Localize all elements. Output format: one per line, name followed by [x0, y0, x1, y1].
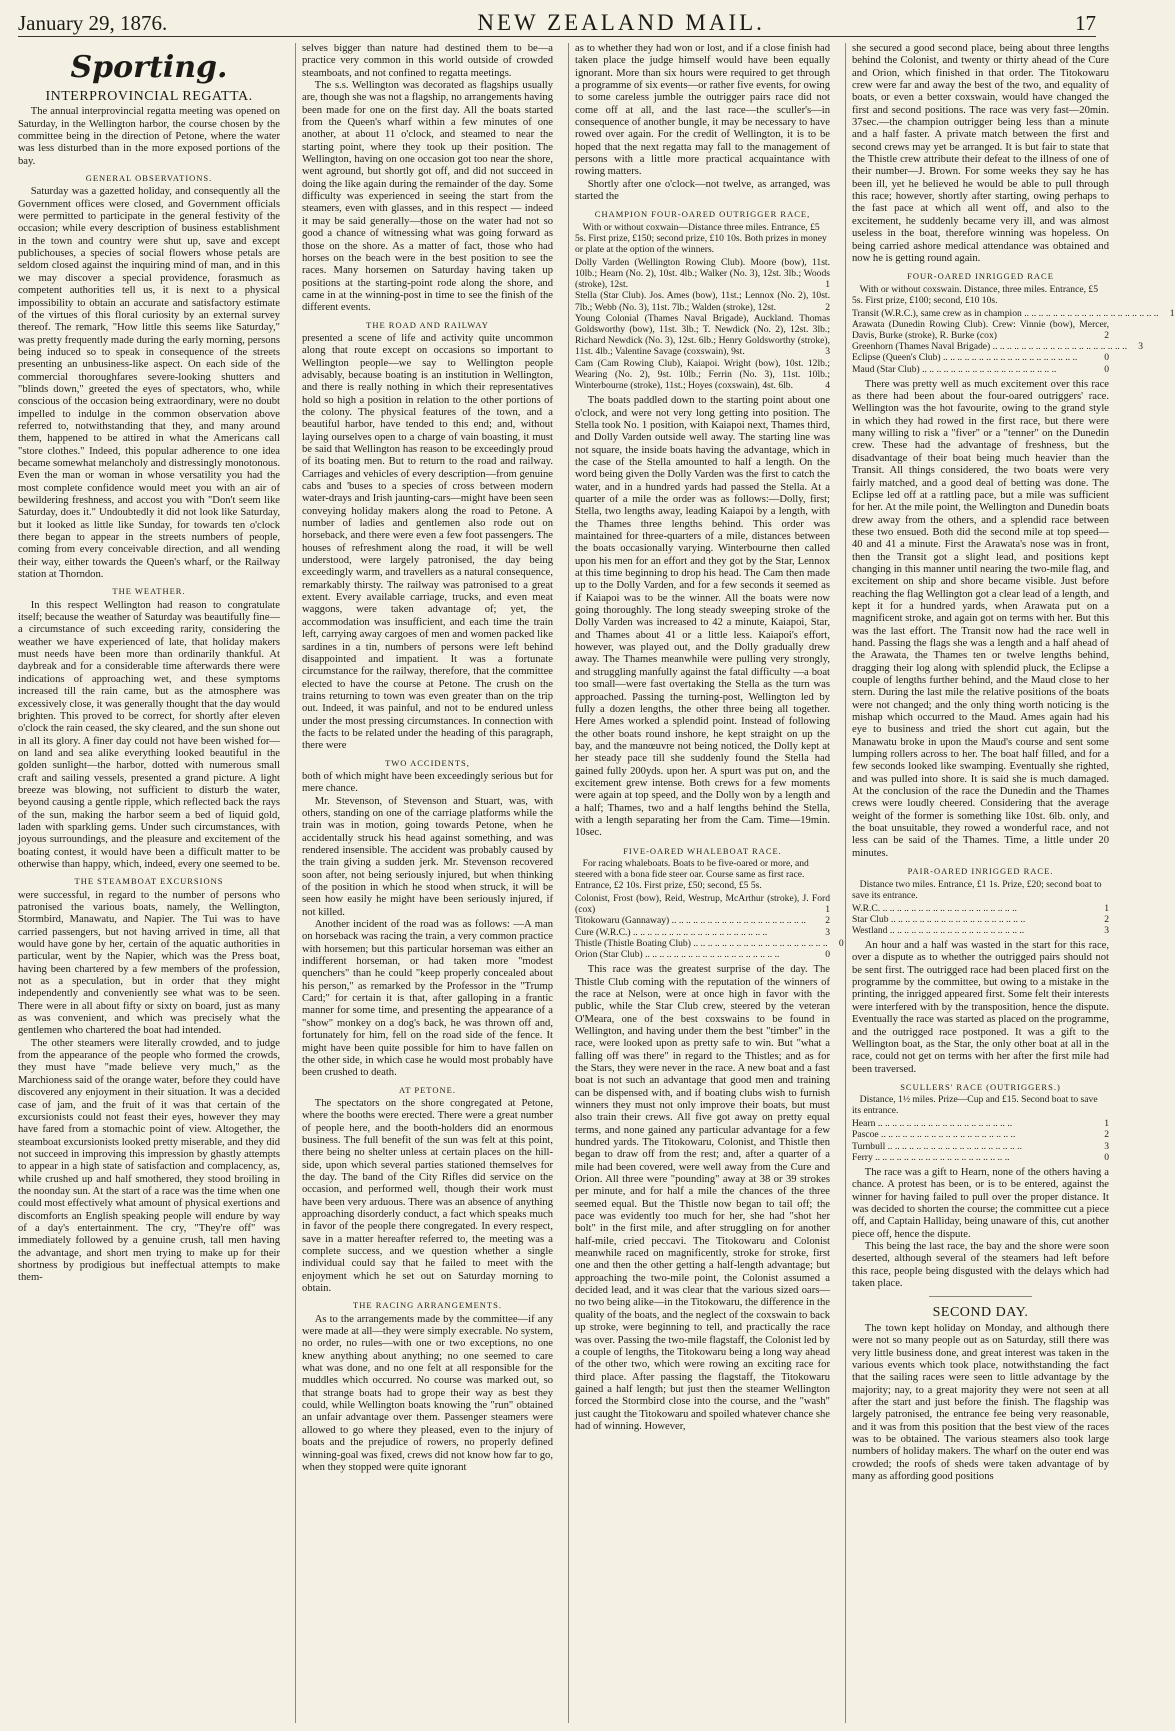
entry-name: Arawata (Dunedin Rowing Club). Crew: Vinnie (bow), Mercer, Davis, Burke (stroke), R. Burke (cox)	[852, 318, 1109, 341]
race-conditions: Distance two miles. Entrance, £1 1s. Prize, £20; second boat to save its entrance.	[852, 878, 1102, 901]
entry-position: 4	[825, 380, 830, 392]
entry-position: 3	[825, 926, 830, 938]
race-entry	[575, 927, 830, 938]
entry-name: Hearn .. ..	[852, 1118, 1093, 1129]
race-entry	[575, 313, 830, 358]
race-entry	[575, 257, 830, 291]
subheading: THE WEATHER.	[112, 586, 186, 597]
entry-name: Ferry .. ..	[852, 1152, 1093, 1163]
subheading: THE ROAD AND RAILWAY	[366, 319, 489, 330]
entry-name: Thistle (Thistle Boating Club) .. ..	[575, 938, 828, 949]
entry-name: Eclipse (Queen's Club) .. ..	[852, 352, 1093, 363]
entry-position: 3	[1104, 1140, 1109, 1152]
entry-name: Greenhorn (Thames Naval Brigade) .. ..	[852, 341, 1127, 352]
race-entry	[575, 358, 830, 392]
entry-name: Turnbull .. ..	[852, 1141, 1093, 1152]
column-2	[295, 43, 553, 1723]
paragraph: There was pretty well as much excitement over this race as there had been about the four-oared outriggers' race. Wellington was the hot favourite, owing to the grand style in which they had rowed in the first race, but there were many willing to risk a "fiver" or a "tenner" on the Dunedin crew. These had the advantage of freshness, but the disadvantage of their boat being much heavier than the Transit. All things considered, the two boats were very fairly matched, and a good deal of betting was done. The Eclipse led off at a rattling pace, but a mile was sufficient for her. At the mile point, the Wellington and Dunedin boats drew away from the others, and a splendid race between these two ensued. Both did the second mile at top speed—40 and 41 a minute. First the Arawata's nose was in front, then the Transit got a slight lead, and positions kept changing in this manner until nearing the two-mile flag, and excitement on ship and shore became visible. Just before reaching the flag Wellington got a clear lead of a length, and kept it for a hundred yards, when Arawata put on a magnificent stroke, and again got on terms with her. But this was the last effort. The Transit now had the race well in hand. Passing the flags she was a length and a half ahead of the Arawata, the Thames ten or twelve lengths behind, dragging their log along with splendid pluck, the Eclipse a couple of lengths further behind, and the Maud close to her stern. During the last mile the relative positions of the boats were not changed; and the only thing worth noticing is the mishap which occurred to the Maud. Ames again had his eye to business and tried the short cut again, but the Manawatu broke in upon the Maud's course and sent some lumping rollers across to her. The boat half filled, and for a few seconds looked like swamping. Eventually she righted, and was pulled into shore. It is said she is much damaged. At the conclusion of the race the Dunedin and the Thames crews were loudly cheered. Considering that the average weight of the former is something like 10st. 6lb. only, and the boat unsuitable, they rowed a wonderful race, and not less can be said of the Thames. Time, a little under 20 minutes.	[852, 378, 1109, 859]
race-entry	[575, 937, 844, 949]
race-title: PAIR-OARED INRIGGED RACE.	[907, 866, 1054, 877]
entry-position: 0	[1104, 363, 1109, 375]
race-entry	[852, 352, 1109, 363]
paragraph: The race was a gift to Hearn, none of the others having a chance. A protest has been, or is to be entered, against the winner for having failed to pull over the proper distance. It was decided to shorten the course; the committee cut a piece off, and Captain Halliday, being unaware of this, cut another piece off, hence the dispute.	[852, 1167, 1109, 1240]
race-entry	[575, 949, 830, 960]
column-1	[18, 43, 280, 1723]
entry-position: 2	[1104, 329, 1109, 341]
column-3	[568, 43, 844, 1723]
race-entry	[852, 1152, 1109, 1163]
race-entry	[852, 307, 1175, 319]
entry-position: 2	[1104, 1129, 1109, 1141]
paragraph: both of which might have been exceedingly serious but for mere chance.	[302, 770, 553, 795]
paragraph: The s.s. Wellington was decorated as flagships usually are, though she was not a flagship, no arrangements having been made for one on the first day. All the boats started from the Queen's wharf within a few minutes of one another, at about 11 o'clock, and steamed to near the starting point, where they took up their position. The Wellington, having on one occasion got too near the shore, went aground, but shortly got off, and did not succeed in doing the like again during the remainder of the day. Some difficulty was experienced in seeing the start from the steamers, even with glasses, and in this respect — indeed it may be said generally—those on the water had not so good a chance of witnessing what was going forward as those on the shore. As a matter of fact, those who had horses on the beach were in the best position to see the races. Many horsemen on Saturday having taken up positions at the starting-point rode along the shore, and came in at the winning-post in time to see the finish of the different events.	[302, 80, 553, 314]
paragraph: as to whether they had won or lost, and if a close finish had taken place the judge himself would have been equally ignorant. More than six hours were required to get through a programme of six events—or rather five events, for owing to some careless jumble the outrigger pairs race did not come off at all, and the last race—the sculler's—in consequence of another bungle, it may be necessary to have rowed over again. For the credit of Wellington, it is to be hoped that the next regatta may fall to the management of persons with a little more practical acquaintance with rowing matters.	[575, 43, 830, 178]
race-conditions: With or without coxwain—Distance three miles. Entrance, £5 5s. First prize, £150; second prize, £10 10s. Both prizes in money or plate at the option of the winners.	[575, 221, 827, 255]
entry-name: Stella (Star Club). Jos. Ames (bow), 11st.; Lennox (No. 2), 10st. 7lb.; Webb (No. 3), 11st. 7lb.; Walden (stroke), 12st.	[575, 290, 830, 313]
entry-position: 1	[1169, 307, 1175, 319]
entry-name: W.R.C. .. ..	[852, 903, 1093, 914]
race-entry	[852, 364, 1109, 375]
entry-name: Cure (W.R.C.) .. ..	[575, 927, 814, 938]
entry-name: Orion (Star Club) .. ..	[575, 949, 814, 960]
page-number: 17	[1075, 11, 1096, 35]
paragraph: Another incident of the road was as follows: —A man on horseback was racing the train, a very common practice with horsemen; but this particular horseman was either an indifferent horseman, or had taken more "modest quenchers" than he could "keep properly concealed about his person," as remarked by the Professor in the "Trump Card;" for certain it is that, after galloping in a frantic manner for some time, and presenting the appearance of a "show" monkey on a dog's back, he was thrown off and, fortunately for him, fell on the road side of the fence. It might have been quite possible for him to have fallen on the other side, in which case he would most probably have been crushed to death.	[302, 919, 553, 1079]
masthead	[18, 10, 1096, 37]
entry-name: Titokowaru (Gannaway) .. ..	[575, 915, 814, 926]
entry-name: Cam (Cam Rowing Club), Kaiapoi. Wright (bow), 10st. 12lb.; Wearing (No. 2), 9st. 10lb.; Ferrin (No. 3), 11st. 10lb.; Winterbourne (stroke), 11st.; Hoyes (coxswain), 4st. 6lb.	[575, 357, 830, 392]
paragraph: Mr. Stevenson, of Stevenson and Stuart, was, with others, standing on one of the carriage platforms while the train was in motion, going towards Petone, when he accidentally struck his head against something, and was rendered insensible. The accident was probably caused by the train giving a sudden jerk. Mr. Stevenson recovered soon after, not being seriously injured, but when thinking of the position in which he stood when struck, it will be seen how easily he might have been seriously injured, if not killed.	[302, 795, 553, 918]
entry-position: 0	[1104, 352, 1109, 364]
issue-date: January 29, 1876.	[18, 11, 168, 35]
race-conditions: For racing whaleboats. Boats to be five-oared or more, and steered with a bona fide steer oar. Course same as first race. Entrance, £2 10s. First prize, £50; second, £5 5s.	[575, 857, 809, 891]
paragraph: An hour and a half was wasted in the start for this race, over a dispute as to whether the outrigged pairs should not be sent first. The outrigged race had been placed first on the programme by the committee, but owing to a mistake in the printing, the inrigged appeared first. Some felt their interests were interfered with by the transposition, hence the dispute. Eventually the race was started as placed on the programme, and the outrigged race postponed. It was a gift to the Wellington boat, as the Star, the only other boat at all in the race, could not get on terms with her after the first mile had been traversed.	[852, 940, 1109, 1075]
entry-position: 2	[1104, 913, 1109, 925]
entry-position: 0	[838, 937, 844, 949]
entry-position: 1	[1104, 1118, 1109, 1130]
race-entry	[852, 1118, 1109, 1129]
race-entry	[852, 1129, 1109, 1140]
entry-name: Star Club .. ..	[852, 914, 1093, 925]
subheading: THE RACING ARRANGEMENTS.	[353, 1300, 502, 1311]
race-title: CHAMPION FOUR-OARED OUTRIGGER RACE,	[594, 209, 811, 220]
entry-name: Maud (Star Club) .. ..	[852, 364, 1093, 375]
race-entry	[852, 903, 1109, 914]
entry-position: 2	[825, 915, 830, 927]
race-entry	[852, 925, 1109, 936]
race-entry	[852, 319, 1109, 341]
columns	[18, 43, 1175, 1723]
subheading: GENERAL OBSERVATIONS.	[85, 173, 213, 184]
entry-name: Transit (W.R.C.), same crew as in champion .. ..	[852, 308, 1159, 319]
paragraph: The spectators on the shore congregated at Petone, where the booths were erected. There were a great number of people here, and the booth-holders did an enormous business. The full benefit of the sun was felt at this point, there being no shelter unless at certain places on the hill-side, upon which several parties stationed themselves for the day. The band of the City Rifles did service on the occasion, and performed well, though their work must have been very arduous. There was an absence of anything approaching disorderly conduct, a fact which speaks much in favor of the people there congregated. In every respect, save in a matter hereafter referred to, the meeting was a complete success, and we question whether a single individual could say that he failed to meet with the enjoyment which he set out on Saturday morning to obtain.	[302, 1097, 553, 1295]
entry-name: Young Colonial (Thames Naval Brigade), Auckland. Thomas Goldsworthy (bow), 11st. 3lb.; T. Newdick (No. 2), 12st. 3lb.; Richard Newdick (No. 3), 12st. 6lb.; Henry Goldsworthy (stroke), 11st. 4lb.; Valentine Savage (coxswain), 9st.	[575, 312, 830, 358]
paragraph: The town kept holiday on Monday, and although there were not so many people out as on Saturday, still there was very little business done, and great interest was taken in the various events which took place, notwithstanding the fact that the sailing races were seen to little advantage by the majority; nay, to a great majority they were not seen at all after the start and just before the finish. The flagship was largely patronised, the entrance fee being very reasonable, and it was from this position that the best view of the races was to be obtained. The various steamers also took large numbers of holiday makers. The wharf on the outer end was crowded; the roofs of sheds were taken advantage of by many as affording good positions	[852, 1322, 1109, 1482]
entry-name: Westland .. ..	[852, 925, 1093, 936]
race-entry	[852, 914, 1109, 925]
paragraph: The annual interprovincial regatta meeting was opened on Saturday, in the Wellington harbor, the course chosen by the committee being in the direction of Petone, where the water was less disturbed than in the more exposed portions of the bay.	[18, 106, 280, 167]
paper-title: NEW ZEALAND MAIL.	[477, 10, 765, 35]
paragraph: selves bigger than nature had destined them to be—a practice very common in this world outside of crowded steamboats, and not confined to regatta meetings.	[302, 43, 553, 79]
entry-position: 3	[1104, 924, 1109, 936]
paragraph: she secured a good second place, being about three lengths behind the Colonist, and twenty or thirty ahead of the Cure and Orion, which finished in that order. The Titokowaru crew were far and away the best of the two, and equality of boats, or even a better coxswain, would have changed the first and second positions. The race was very fast—20min. 37sec.—the champion outrigger being less than a minute and a half faster. A private match between the first and second crews may yet be arranged. It is but fair to state that the Thistle crew attribute their defeat to the illness of one of their number—J. Brown. For some weeks they say he has been ill, yet he believed he would be able to pull through this race; however, shortly after starting, owing perhaps to the fast pace at which all went off, and also to the excitement, he suddenly became very ill, and was almost useless in the boat, therefore winning was hopeless. On being carried ashore medical attendance was obtained and now he is getting round again.	[852, 43, 1109, 264]
entry-position: 3	[1138, 341, 1143, 353]
entry-position: 3	[825, 346, 830, 358]
entry-name: Pascoe .. ..	[852, 1129, 1093, 1140]
race-title: SCULLERS' RACE (OUTRIGGERS.)	[900, 1081, 1061, 1092]
race-entry	[852, 341, 1143, 353]
entry-position: 1	[1104, 902, 1109, 914]
race-entry	[852, 1141, 1109, 1152]
subheading: TWO ACCIDENTS,	[385, 757, 470, 768]
race-title: FOUR-OARED INRIGGED RACE	[907, 271, 1054, 282]
paragraph: presented a scene of life and activity quite uncommon along that route except on occasions so important to Wellington people—we say to Wellington people advisably, because boating is an institution in Wellington, and there is really nothing in which their representatives hold so high a position in relation to the other portions of the colony. The physical features of the town, and a beautiful harbor, have tended to this end; and, without laying ourselves open to a charge of vain boasting, it must be said that Wellington has reason to be exceedingly proud of its boating men. But to return to the road and railway. Carriages and vehicles of every description—from genuine cabs and 'buses to a species of cross between modern water-drays and Irish jaunting-cars—might have been seen conveying holiday makers along the road to Petone. A number of ladies and gentlemen also rode out on horseback, and there were even a few foot passengers. The houses of refreshment along the road, it will be well understood, were largely patronised, the day being exceedingly warm, and travellers as a natural consequence, remarkably thirsty. The railway was patronised to a great extent. Every available carriage, trucks, and even meat waggons, were taken advantage of; yet, the accommodation was insufficient, and each time the train left, carrying away cargoes of men and women packed like sardines in a tin, numbers of persons were left behind disappointed and impatient. It was a fortunate circumstance for the railway, therefore, that the committee elected to have the course at Petone. The crush on the trains returning to town was even greater than on the trip out. Indeed, it was painful, and not to be endured unless under the most pressing circumstances. In connection with the facts to be related under the heading of this paragraph, there were	[302, 332, 553, 752]
race-conditions: With or without coxswain. Distance, three miles. Entrance, £5 5s. First prize, £100; second, £10 10s.	[852, 283, 1098, 306]
article-heading: INTERPROVINCIAL REGATTA.	[45, 89, 253, 104]
race-entry	[575, 915, 830, 926]
entry-position: 1	[825, 279, 830, 291]
entry-position: 1	[825, 904, 830, 916]
entry-name: Colonist, Frost (bow), Reid, Westrup, McArthur (stroke), J. Ford (cox)	[575, 892, 830, 916]
paragraph: This race was the greatest surprise of the day. The Thistle Club coming with the reputation of the winners of the race at Nelson, were at once high in favor with the public, while the Star Club crew, steered by the veteran O'Meara, one of the best coxswains to be found in Wellington, and having under them the best "timber" in the race, were looked upon as pretty safe to win. But "what a falling off was there" in regard to the Thistles; and as for the Stars, they were never in the race. A new boat and a fast boat is not such an advantage that good men and training can be dispensed with, and if boating clubs wish to furnish winners they must not only improve their boats, but must also train their crews. All five got away on pretty equal terms, and none gained any particular advantage for a few hundred yards. The Titokowaru, Colonist, and Thistle then began to draw off from the rest; and, after a quarter of a mile had been covered, were well away from the Cure and Orion. All three were "pounding" away at 38 or 39 strokes per minute, and for half a mile the chances of the three seemed equal. But the Thistle now began to tail off; the pace was evidently too much for her, she had "shot her bolt" in the first mile, and after struggling on for another half-mile, cried peccavi. The Titokowaru and Colonist meanwhile raced on magnificently, stroke for stroke, first one and then the other getting a half-length advantage; but approaching the two-mile point, the Colonist assumed a decided lead, and it was clear that the various sized oars—no two being alike—in the Titokowaru, the difference in the quality of the boats, and the neglect of the coxswain to back up stroke, were beginning to tell, and practically the race was over. Passing the two-mile flagstaff, the Colonist led by a couple of lengths, the Titokowaru being a long way ahead of the other two, which were rowing an exciting race for third place. After passing the flagstaff, the Titokowaru gained a half length; but just then the steamer Wellington forced the Stormbird close into the course, and the "wash" just caught the Titokowaru and spoiled whatever chance she had of winning. However,	[575, 964, 830, 1432]
race-entry	[575, 893, 830, 915]
subheading: AT PETONE.	[399, 1084, 456, 1095]
entry-position: 0	[825, 948, 830, 960]
paragraph: Shortly after one o'clock—not twelve, as arranged, was started the	[575, 178, 830, 203]
paragraph: In this respect Wellington had reason to congratulate itself; because the weather of Saturday was beautifully fine—a circumstance of such exceeding rarity, considering the weather we have experienced of late, that holiday makers must needs have been more than ordinarily thankful. At daybreak and for a considerable time afterwards there were indications of approaching wet, and these symptoms increased till the rain came, but as the atmosphere was excessively close, it was generally thought that the day would brighten. This proved to be correct, for shortly after eleven o'clock the rain ceased, the sky cleared, and the sun shone out in all its glory. A finer day could not have been wished for—on land and sea alike everything looked beautiful in the golden sunlight—the harbor, dotted with numerous small craft and sailing vessels, presented a grand picture. A light breeze was blowing, not sufficient to disturb the water, beyond causing a gentle ripple, which reflected back the rays of the sun, making the harbor seem a bed of liquid gold, laden with sparkling gems. Under such circumstances, with joyous surroundings, and the pleasure and excitement of the boating contest, it would have been a difficult matter to be otherwise than happy, which, indeed, every one seemed to be.	[18, 599, 281, 870]
paragraph: The boats paddled down to the starting point about one o'clock, and were not very long getting into position. The Stella took No. 1 position, with Kaiapoi next, Thames third, and Dolly Varden outside well away. The starting line was not square, the inside boats having the advantage, which in the case of the Stella amounted to half a length. On the word being given the Dolly Varden was the first to catch the water, and in a hundred yards had passed the Stella. At a quarter of a mile the order was as follows:—Dolly, first; Stella, two lengths away, leading Kaiapoi by a length, with the Thames three lengths behind. This order was maintained for three-quarters of a mile, distances between the boats occasionally varying. Winterbourne then called upon his men for an effort and they got by the Star, Lennox at this time beginning to drop his head. The Cam then made up to the Dolly Varden, and for a few seconds it seemed as if Kaiapoi was to be the winner. All the boats were now going thoroughly. The long steady sweeping stroke of the Dolly Varden was increased to 42 a minute, Kaiapoi, Star, and Thames about 41 or a little less. Kaiapoi's effort, however, was played out, and the Dolly gradually drew away. The Thames meanwhile were pulling very strongly, and struggling manfully against the fatal difficulty —a boat too small—were fast overtaking the Stella as the turn was approached. Passing the turning-post, Wellington led by fully a dozen lengths, the other three being all together. Here Ames worked a splendid point. Instead of following the other boats round inshore, he kept straight on up the bay, and the manœuvre not being noticed, the Dolly kept at her steady pace till she suddenly found the Stella had gained fully 200yds. upon her. A spurt was put on, and the excitement grew intense. Both crews for a few moments were again at top speed, and the Dolly won by a length and a half; Thames, two and a half lengths behind the Stella, with a length separating her from the Cam. Time—19min. 10sec.	[575, 395, 830, 839]
paragraph: The other steamers were literally crowded, and to judge from the appearance of the people who formed the crowds, they must have "made believe very much," as the Marchioness said of the orange water, before they could have discovered any enjoyment in their situation. It was a decided case of jam, and the fruit of it was that certain of the excursionists could not feast their eyes, however they may have fared from a stomachic point of view. Altogether, the steamboat excursionists looked pretty miserable, and they did not succeed in improving this impression by ghastly attempts to appear in a high state of satisfaction and complacency, as, while crushed up and half smothered, they stood broiling in the noonday sun. At the start of a race was the time when one could most effectively what amount of physical exertions and discomforts an English speaking people will endure by way of a day's entertainment. The cry, "They're off" was immediately followed by a genuine crush, tall men having the advantage, and short men trying to make up for their shortness by prodigious but ineffectual attempts to make them-	[18, 1037, 280, 1284]
paragraph: were successful, in regard to the number of persons who patronised the various boats, namely, the Wellington, Stormbird, Manawatu, and Napier. The Tui was to have carried passengers, but not having arrived in time, all that would have gone by her, certain of the aquatic authorities in particular, went by the Napier, which was the Press boat, having been chartered by a few members of the profession, not as a speculation, but in order that they might independently and conveniently see what was to be seen. There were in all about fifty or sixty on board, just as many as was convenient, and which was precisely what the gentlemen who chartered the boat had intended.	[18, 889, 280, 1037]
paragraph: This being the last race, the bay and the shore were soon deserted, although several of the steamers had left before this race, people being disgusted with the delays which had taken place.	[852, 1241, 1109, 1290]
paragraph: As to the arrangements made by the committee—if any were made at all—they were simply execrable. No system, no order, no rules—with one or two exceptions, no one knew anything about anything; no one seemed to care what was done, and no one felt at all responsible for the muddles which occurred. No course was marked out, so that strange boats had to grope their way as best they could, while Wellington boats knowing the "run" obtained an unfair advantage over them. Passenger steamers were allowed to go where they pleased, even to the injury of boats and the prejudice of rowers, no properly defined winning-goal was fixed, crews did not know how far to go, when they stopped were quite ignorant	[302, 1313, 553, 1473]
race-entry	[575, 290, 830, 312]
race-title: FIVE-OARED WHALEBOAT RACE.	[623, 845, 782, 856]
entry-position: 0	[1104, 1151, 1109, 1163]
race-conditions: Distance, 1½ miles. Prize—Cup and £15. Second boat to save its entrance.	[852, 1094, 1098, 1117]
entry-name: Dolly Varden (Wellington Rowing Club). Moore (bow), 11st. 10lb.; Hearn (No. 2), 10st. 4lb.; Walker (No. 3), 12st. 3lb.; Woods (stroke), 12st.	[575, 256, 830, 291]
subheading: THE STEAMBOAT EXCURSIONS	[74, 876, 224, 887]
entry-position: 2	[825, 301, 830, 313]
paragraph: Saturday was a gazetted holiday, and consequently all the Government offices were closed, and Government officials were permitted to participate in the general festivity of the occasion; while every description of business establishment in the town and country were shut up, save and except publichouses, a species of social flowers whose petals are seldom closed against the inquiring mind of man, and in this we may discover a special providence, forasmuch as competent authorities tell us, it is next to a physical impossibility to obtain an accurate and satisfactory estimate of the virtues of this floral curiosity by an external survey thereof. The remark, "How little this seems like Saturday," was pretty frequently made during the early morning, persons being induced so to speak in consequence of the streets presenting an unbusiness-like aspect. On each side of the commercial thoroughfares severe-looking shutters and "blinds down," greeted the eyes of spectators, who, while conscious of the occasion being extraordinary, were no doubt impelled to indulge in the common observation above referred to, notwithstanding that they, and many around them, happened to be attired in what the Americans call "store clothes." Indeed, this popular adherence to one idea became somewhat melancholy and distressingly monotonous. Even the man or woman in whose versatility you had the most complete confidence would meet you with an air of bewildering freshness, and accost you with "Don't seem like Saturday, does it." Undoubtedly it did not look like Saturday, but it looked as little like Sunday, for towards ten o'clock there began to appear in the streets numbers of people, coming from every conceivable direction, and all wending their way, either towards the Queen's wharf, or the Railway station at Thorndon.	[18, 186, 280, 581]
article-heading: SECOND DAY.	[932, 1305, 1029, 1321]
divider-rule	[929, 1296, 1032, 1297]
section-title: Sporting.	[70, 50, 228, 85]
column-4	[845, 43, 1175, 1723]
